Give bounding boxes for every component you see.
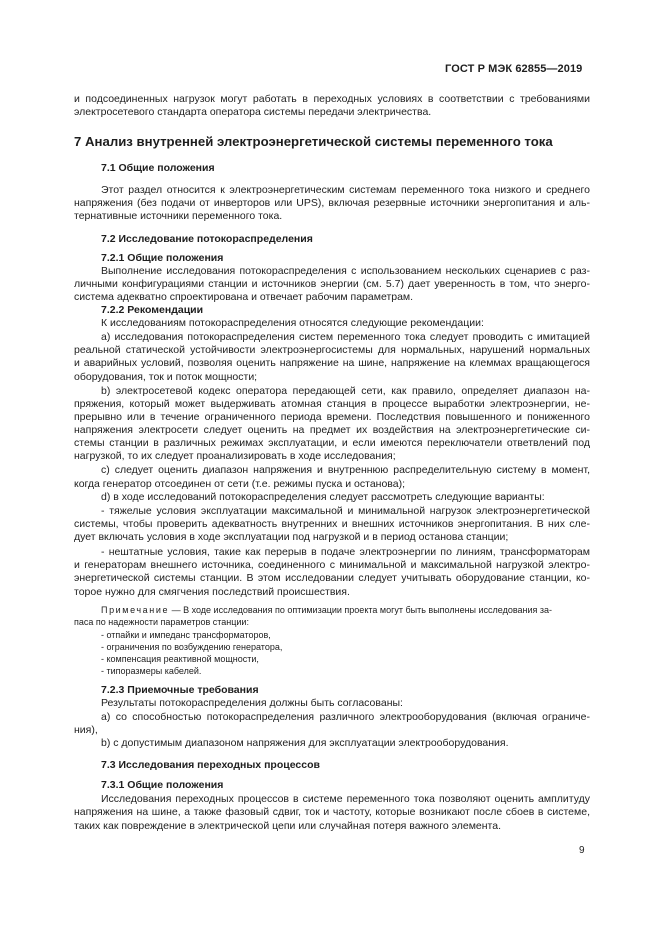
text-line: ния),	[74, 724, 98, 736]
text-line: К исследованиям потокораспределения относятся следующие рекомендации:	[101, 317, 484, 329]
text-line: и генераторам внешнего источника, соединенного с минимальной и максимальной нагрузкой электро-	[74, 559, 590, 571]
page-number: 9	[579, 845, 585, 856]
note-list-item: - типоразмеры кабелей.	[101, 666, 202, 676]
text-line: Выполнение исследования потокораспределения с использованием нескольких сценариев с раз-	[101, 265, 590, 277]
text-line: напряжения электросети следует оценить на предмет их воздействия на электроэнергетические си-	[74, 424, 590, 436]
note-list-item: - ограничения по возбуждению генератора,	[101, 642, 283, 652]
text-line: - тяжелые условия эксплуатации максимальной и минимальной нагрузок электроэнергетической	[101, 505, 590, 517]
subsection-title: 7.2.2 Рекомендации	[101, 304, 204, 316]
text-line: и подсоединенных нагрузок могут работать в переходных условиях в соответствии с требованиями	[74, 93, 590, 105]
text-line: b) электросетевой кодекс оператора передающей сети, как правило, определяет диапазон на-	[101, 385, 590, 397]
text-line: энергетической системы станции. В этом исследовании следует учитывать оборудование станции, ко-	[74, 572, 590, 584]
text-line: личными конфигурациями станции и источников энергии (см. 5.7) дает уверенность в том, что энерго-	[74, 278, 590, 290]
text-line: пряжения, который может выдерживать атомная станция в процессе выработки электроэнергии, не-	[74, 398, 590, 410]
text-line: Исследования переходных процессов в системе переменного тока позволяют оценить амплитуду	[101, 793, 590, 805]
subsection-title: 7.3.1 Общие положения	[101, 779, 224, 791]
text-line: с) следует оценить диапазон напряжения и внутреннюю распределительную систему в момент,	[101, 464, 590, 476]
text-line: дует включать условия в ходе эксплуатации под нагрузкой и в период останова станции;	[74, 531, 509, 543]
subsection-title: 7.1 Общие положения	[101, 162, 215, 174]
text-line: b) с допустимым диапазоном напряжения для эксплуатации электрооборудования.	[101, 737, 509, 749]
text-line: напряжения (без подачи от инверторов или UPS), включая резервные источники энергопитания и аль-	[74, 197, 590, 209]
note-list-item: - отпайки и импеданс трансформаторов,	[101, 630, 271, 640]
subsection-title: 7.2.1 Общие положения	[101, 252, 224, 264]
text-line: нагрузкой, то их следует проанализировать в ходе исследования;	[74, 450, 396, 462]
text-line: - нештатные условия, такие как перерыв в подаче электроэнергии по линиям, трансформаторам	[101, 546, 590, 558]
text-line: прерывно или в течение ограниченного периода времени. Последствия повышенного и пониженного	[74, 411, 590, 423]
text-line: реальной статической устойчивости электроэнергосистемы для нормальных, нарушений нормальных	[74, 344, 590, 356]
note	[101, 605, 552, 615]
note-text: — В ходе исследования по оптимизации проекта могут быть выполнены исследования за-	[169, 605, 553, 615]
document-header: ГОСТ Р МЭК 62855—2019	[445, 63, 583, 75]
text-line: стемы станции в различных режимах эксплуатации, и если имеются переключатели ответвлений под	[74, 437, 590, 449]
text-line: система адекватно спроектирована и отвечает рабочим параметрам.	[74, 291, 414, 303]
text-line: тернативные источники переменного тока.	[74, 210, 283, 222]
subsection-title: 7.2 Исследование потокораспределения	[101, 233, 313, 245]
text-line: Этот раздел относится к электроэнергетическим системам переменного тока низкого и среднего	[101, 184, 590, 196]
text-line: когда генератор отсоединен от сети (т.е. режимы пуска и останова);	[74, 478, 406, 490]
text-line: напряжения на шине, а также фазовый сдвиг, ток и частоту, которые возникают после сбоев в системе,	[74, 806, 590, 818]
text-line: и аварийных условий, позволяя оценить напряжение на шине, напряжение на клеммах вращающегося	[74, 357, 590, 369]
section-title: 7 Анализ внутренней электроэнергетической системы переменного тока	[74, 134, 553, 149]
text-line: d) в ходе исследований потокораспределения следует рассмотреть следующие варианты:	[101, 491, 545, 503]
subsection-title: 7.2.3 Приемочные требования	[101, 684, 259, 696]
text-line: электросетевого стандарта оператора системы передачи электричества.	[74, 106, 432, 118]
text-line: Результаты потокораспределения должны быть согласованы:	[101, 697, 403, 709]
note-line: паса по надежности параметров станции:	[74, 617, 249, 627]
text-line: а) исследования потокораспределения систем переменного тока следует проводить с имитацией	[101, 331, 590, 343]
text-line: системы, чтобы проверить адекватность внутренних и внешних источников энергопитания. В них сле-	[74, 518, 590, 530]
note-list-item: - компенсация реактивной мощности,	[101, 654, 259, 664]
text-line: оборудования, ток и поток мощности;	[74, 371, 258, 383]
text-line: торое нужно для смягчения последствий происшествия.	[74, 586, 350, 598]
note-label: Примечание	[101, 605, 170, 615]
text-line: таких как повреждение в электрической цепи или случайная потеря важного элемента.	[74, 820, 502, 832]
text-line: а) со способностью потокораспределения различного электрооборудования (включая ограниче-	[101, 711, 590, 723]
subsection-title: 7.3 Исследования переходных процессов	[101, 759, 320, 771]
